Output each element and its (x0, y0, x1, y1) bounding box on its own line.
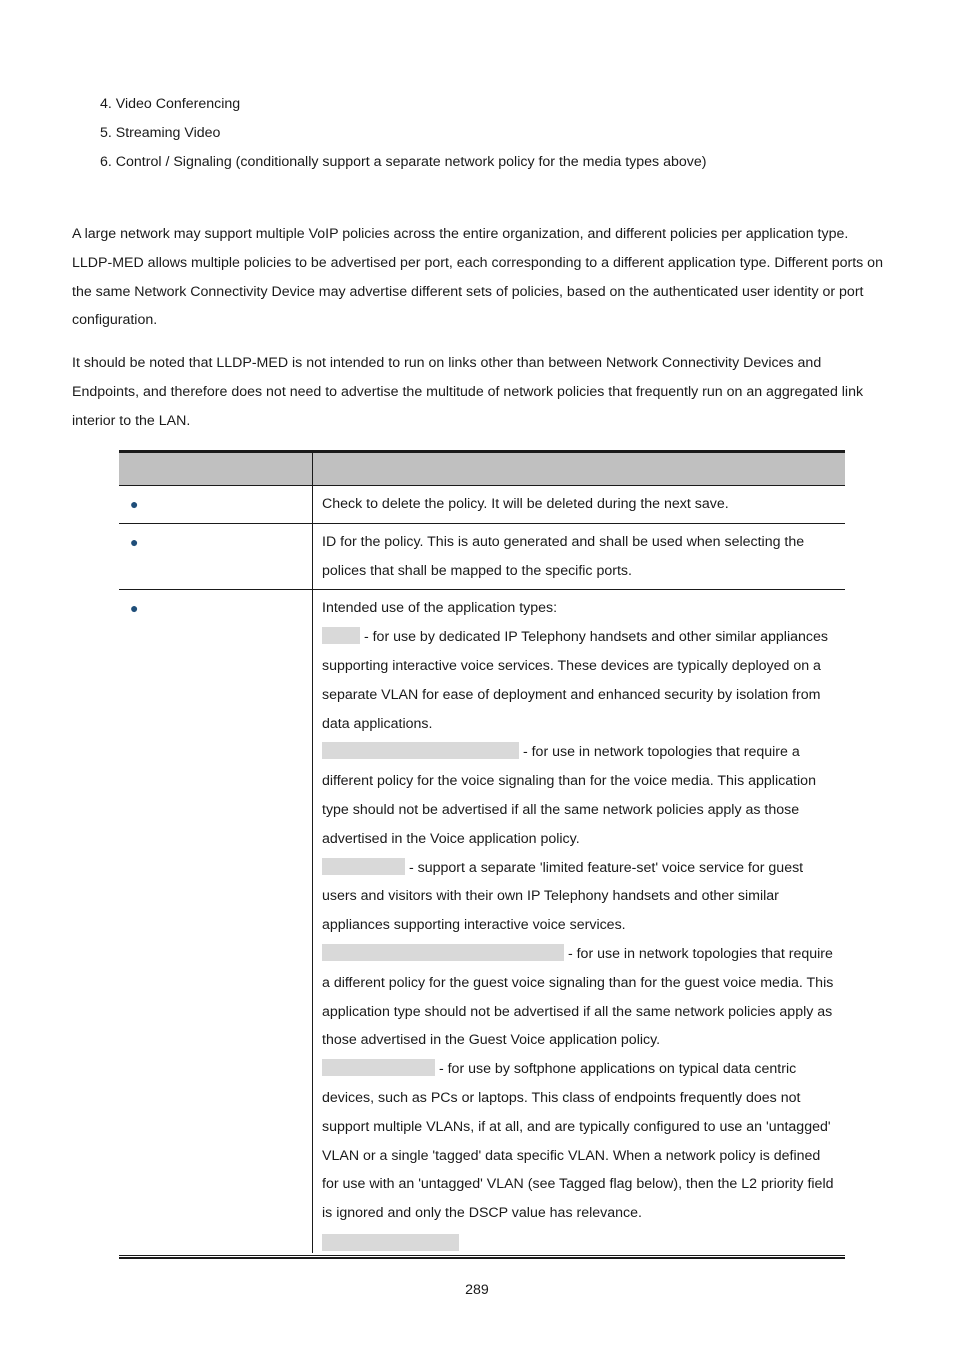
term-highlight (322, 1059, 435, 1076)
application-type-intro: Intended use of the application types: (322, 600, 558, 617)
row-description: Check to delete the policy. It will be deleted during the next save. (322, 496, 729, 512)
table-header (119, 452, 845, 486)
row-description: ID for the policy. This is auto generated and shall be used when selecting the polices that shall be mapped to the specific ports. (322, 533, 805, 579)
application-type-entry: - for use by softphone applications on typical data centric devices, such as PCs or laptops. This class of endpoints frequently does not support multiple VLANs, if at all, and are typically configured to use an 'untagged' VLAN or a single 'tagged' data specific VLAN. When a network policy is defined for use with an 'untagged' VLAN (see Tagged flag below), then the L2 priority field is ignored and only the DSCP value has relevance. (322, 1061, 834, 1222)
page-number: 289 (465, 1282, 489, 1298)
list-item: 6. Control / Signaling (conditionally support a separate network policy for the media types above) (100, 154, 707, 170)
parameter-table (119, 450, 845, 1259)
paragraph-multiple-policies: A large network may support multiple VoIP policies across the entire organization, and different policies per application type. LLDP-MED allows multiple policies to be advertised per port, each corresponding to a different application type. Different ports on the same Network Connectivity Device may advertise different sets of policies, based on the authenticated user identity or port configuration. (72, 226, 883, 329)
table-row (119, 590, 845, 1253)
list-item: 4. Video Conferencing (100, 96, 241, 112)
table-row (119, 486, 845, 524)
bullet-icon: ● (130, 600, 139, 617)
list-item: 5. Streaming Video (100, 125, 221, 141)
table-row (119, 524, 845, 591)
row-description (313, 590, 845, 1253)
term-highlight (322, 1234, 459, 1251)
term-highlight (322, 944, 564, 961)
application-type-entry: - for use in network topologies that require a different policy for the guest voice signaling than for the guest voice media. This application type should not be advertised if all the same network policies apply as those advertised in the Guest Voice application policy. (322, 945, 834, 1049)
term-highlight (322, 858, 405, 875)
term-highlight (322, 742, 519, 759)
bullet-icon: ● (130, 533, 139, 550)
header-object-cell (119, 453, 313, 485)
term-highlight (322, 627, 360, 644)
paragraph-lldp-med-note: It should be noted that LLDP-MED is not intended to run on links other than between Network Connectivity Devices and Endpoints, and therefore does not need to advertise the multitude of network policies that frequently run on an aggregated link interior to the LAN. (72, 355, 864, 429)
application-type-entry: - for use in network topologies that require a different policy for the voice signaling than for the voice media. This application type should not be advertised if all the same network policies apply as those advertised in the Voice application policy. (322, 744, 816, 847)
bullet-icon: ● (130, 496, 139, 512)
media-type-list (100, 93, 706, 180)
application-type-entry: - support a separate 'limited feature-set' voice service for guest users and visitors with their own IP Telephony handsets and other similar appliances supporting interactive voice services. (322, 859, 804, 934)
table-bottom-rule (119, 1255, 845, 1259)
application-type-entry: - for use by dedicated IP Telephony handsets and other similar appliances supporting interactive voice services. These devices are typically deployed on a separate VLAN for ease of deployment and enhanced security by isolation from data applications. (322, 629, 828, 732)
